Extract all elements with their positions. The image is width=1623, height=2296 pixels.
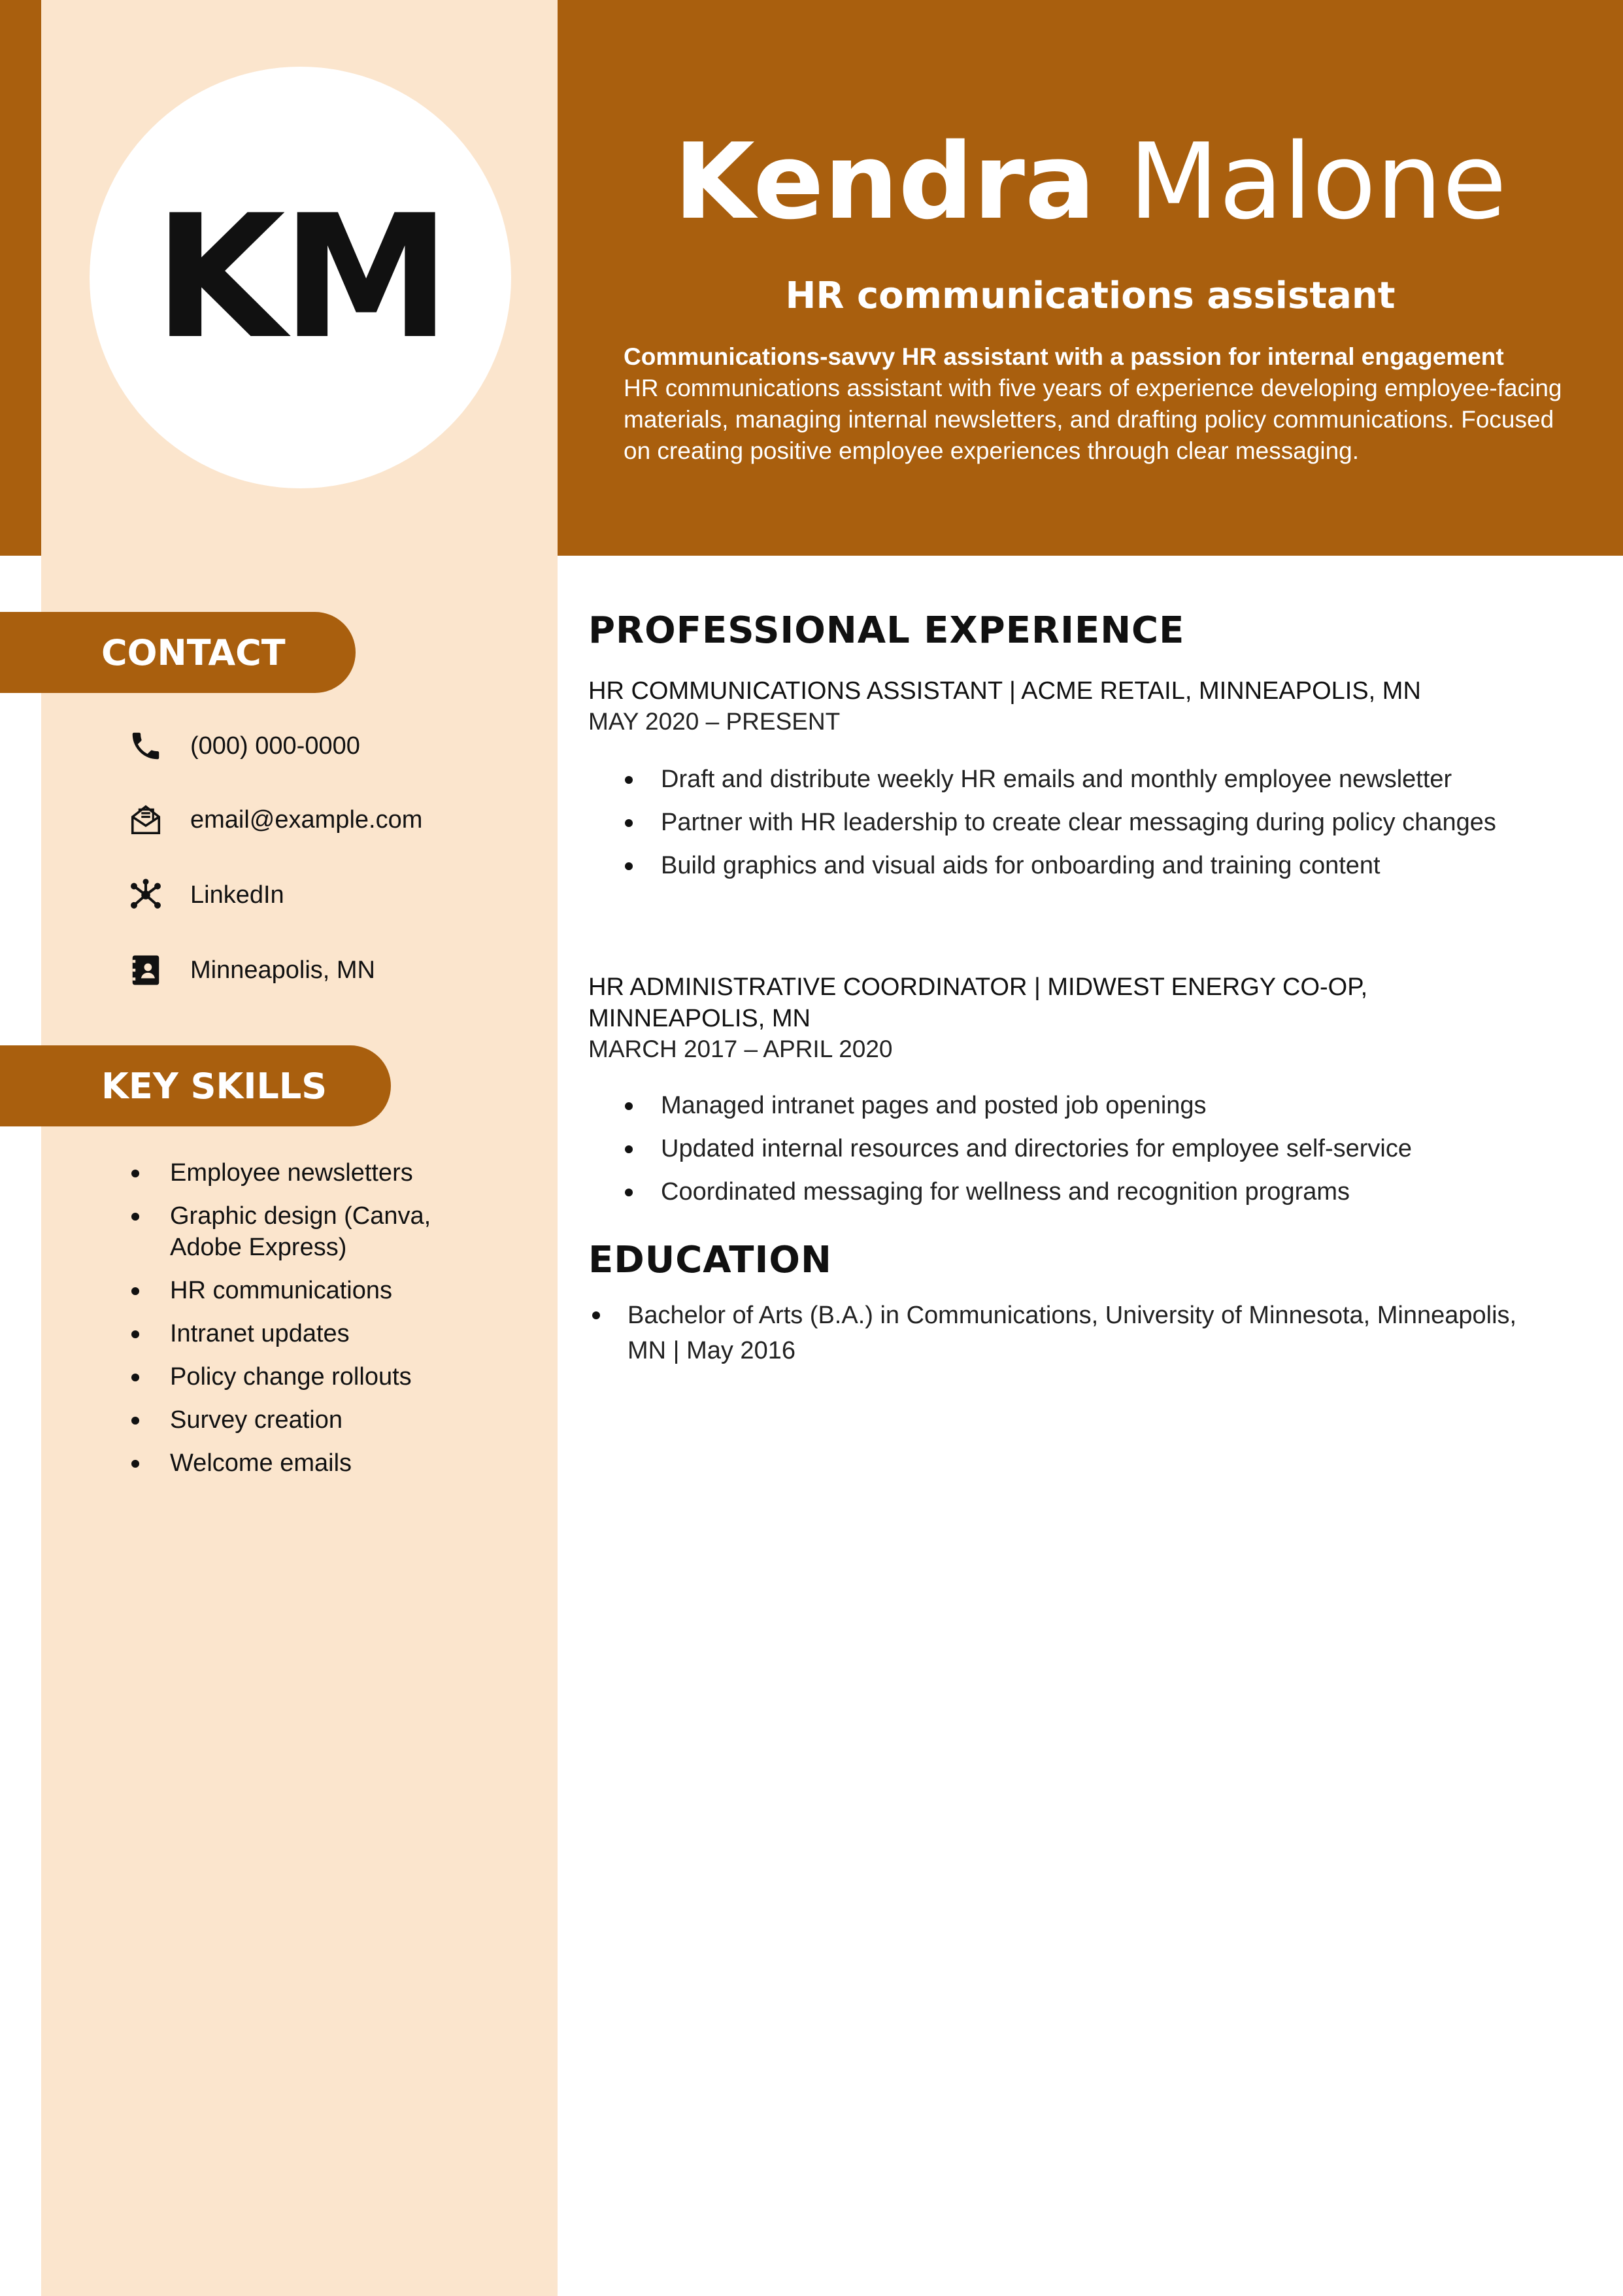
summary <box>624 341 1584 467</box>
network-icon <box>127 877 164 913</box>
list-item: Build graphics and visual aids for onboarding and training content <box>588 850 1582 881</box>
skills-list <box>127 1157 494 1491</box>
location: Minneapolis, MN <box>190 956 375 984</box>
list-item: Bachelor of Arts (B.A.) in Communications, University of Minnesota, Minneapolis, MN | May 2016 <box>588 1298 1536 1368</box>
address-book-icon <box>127 952 164 988</box>
list-item: Draft and distribute weekly HR emails and monthly employee newsletter <box>588 764 1582 795</box>
job-dates: MARCH 2017 – APRIL 2020 <box>588 1036 893 1062</box>
job-role: HR COMMUNICATIONS ASSISTANT | ACME RETAIL, MINNEAPOLIS, MN <box>588 677 1421 705</box>
accent-strip <box>0 0 41 556</box>
list-item: Updated internal resources and directories for employee self-service <box>588 1133 1582 1164</box>
email-address: email@example.com <box>190 805 423 834</box>
summary-headline: Communications-savvy HR assistant with a passion for internal engagement <box>624 343 1504 370</box>
list-item: Graphic design (Canva, Adobe Express) <box>127 1200 494 1263</box>
list-item: Employee newsletters <box>127 1157 494 1189</box>
list-item: Managed intranet pages and posted job openings <box>588 1090 1582 1121</box>
list-item: Partner with HR leadership to create clear messaging during policy changes <box>588 807 1582 838</box>
job-dates: MAY 2020 – PRESENT <box>588 708 841 735</box>
list-item: Coordinated messaging for wellness and recognition programs <box>588 1176 1582 1207</box>
job-title: HR communications assistant <box>785 275 1396 317</box>
contact-email <box>127 800 423 839</box>
list-item: HR communications <box>127 1275 494 1306</box>
contact-location <box>127 951 375 990</box>
contact-heading: CONTACT <box>0 612 356 693</box>
linkedin-link[interactable]: LinkedIn <box>190 881 284 909</box>
experience-heading: PROFESSIONAL EXPERIENCE <box>588 609 1185 652</box>
job-bullets <box>588 1090 1582 1219</box>
phone-icon <box>127 728 164 764</box>
list-item: Intranet updates <box>127 1318 494 1349</box>
monogram-circle <box>90 67 511 488</box>
skills-heading: KEY SKILLS <box>0 1045 391 1126</box>
candidate-name <box>558 120 1623 243</box>
contact-linkedin <box>127 875 284 915</box>
last-name: Malone <box>1128 120 1507 243</box>
phone-number: (000) 000-0000 <box>190 732 360 760</box>
education-heading: EDUCATION <box>588 1239 832 1281</box>
job-role: HR ADMINISTRATIVE COORDINATOR | MIDWEST ENERGY CO-OP, MINNEAPOLIS, MN <box>588 973 1368 1032</box>
first-name: Kendra <box>673 120 1096 243</box>
summary-text: HR communications assistant with five years of experience developing employee-facing materials, managing internal newsletters, and drafting policy communications. Focused on creating positive employee experiences through clear messaging. <box>624 375 1562 464</box>
monogram: KM <box>154 178 447 377</box>
list-item: Survey creation <box>127 1404 494 1436</box>
list-item: Welcome emails <box>127 1447 494 1479</box>
education-list <box>588 1298 1536 1368</box>
envelope-icon <box>127 802 164 838</box>
list-item: Policy change rollouts <box>127 1361 494 1393</box>
job-bullets <box>588 764 1582 893</box>
contact-phone <box>127 726 360 766</box>
